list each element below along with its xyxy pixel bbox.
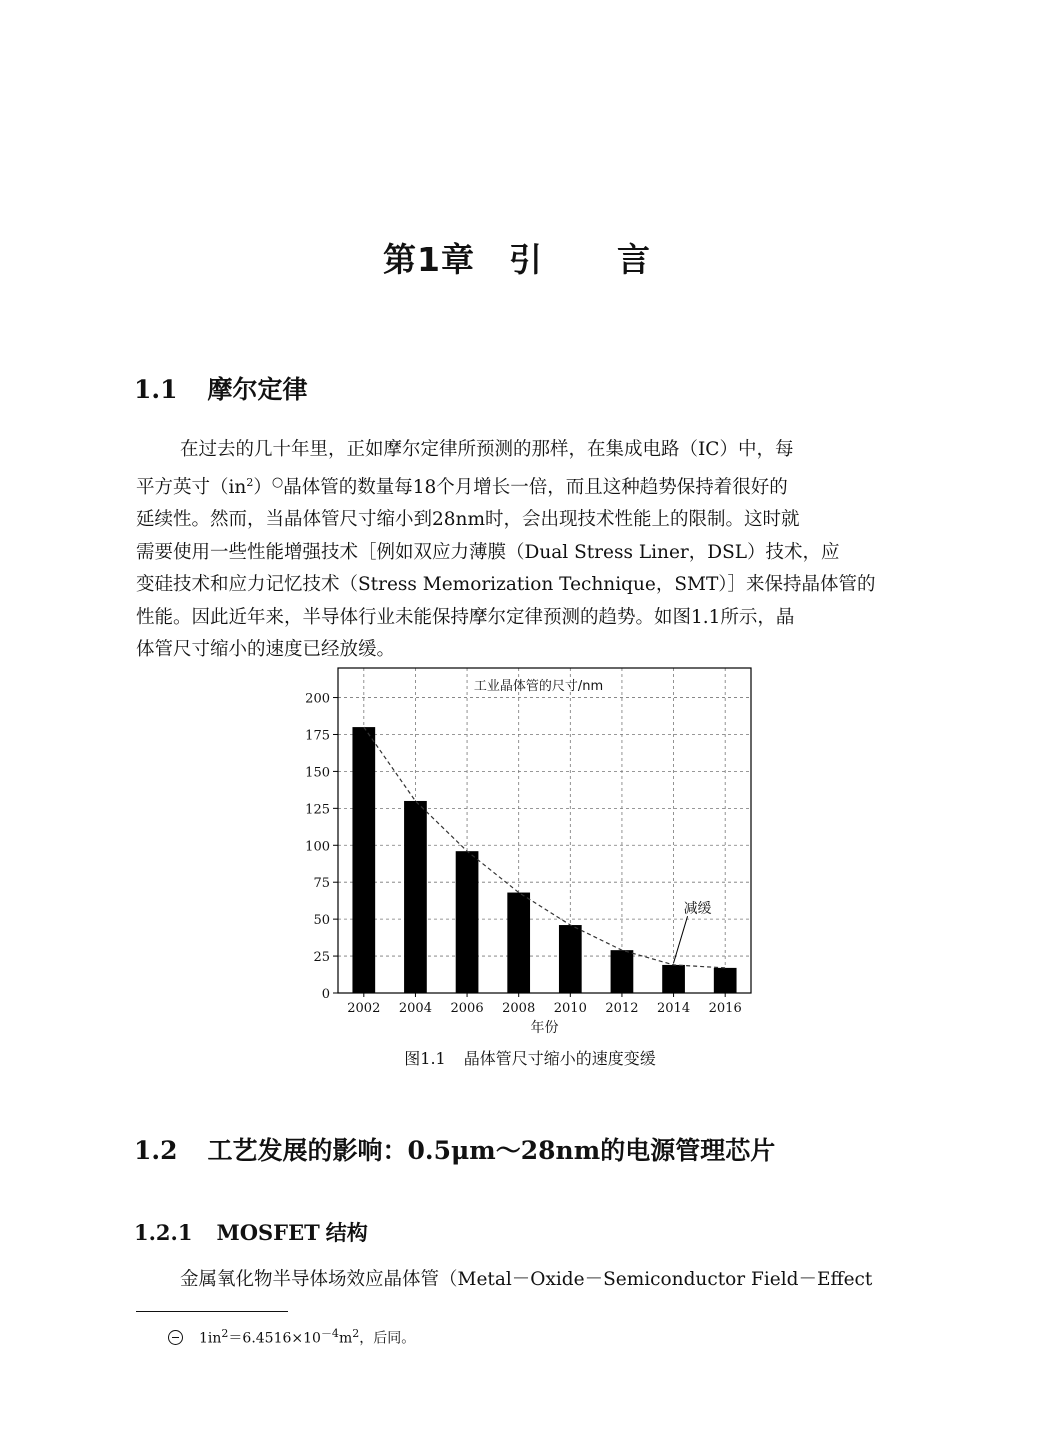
x-tick-label: 2002 [347,1001,381,1016]
y-tick-label: 75 [313,876,330,892]
chapter-title-char-1: 引 [508,240,543,279]
paragraph-line: 需要使用一些性能增强技术［例如双应力薄膜（Dual Stress Liner，DSL）技术，应 [136,541,840,563]
bar [559,925,582,993]
x-axis-label: 年份 [530,1020,559,1036]
bar [456,851,479,993]
paragraph-line: 金属氧化物半导体场效应晶体管（Metal－Oxide－Semiconductor Field－Effect [180,1269,873,1290]
x-tick-label: 2016 [708,1001,742,1016]
paragraph-line: 在过去的几十年里，正如摩尔定律所预测的那样，在集成电路（IC）中，每 [180,439,794,460]
bar-chart [296,664,766,1036]
y-tick-label: 150 [305,765,330,781]
section-heading-1-1 [134,370,308,406]
paragraph-line: 延续性。然而，当晶体管尺寸缩小到28nm时，会出现技术性能上的限制。这时就 [136,509,800,531]
x-tick-label: 2012 [605,1001,639,1016]
bar [714,968,737,993]
bar [404,801,427,993]
chapter-title-char-2: 言 [616,240,651,279]
figure-chart [296,664,766,1036]
subsection-title-part: 结构 [325,1221,368,1245]
y-tick-label: 100 [305,839,330,855]
y-tick-label: 125 [305,802,330,818]
section-heading-1-2 [134,1131,775,1167]
section-title-part: 的电源管理芯片 [600,1136,776,1165]
section-number: 1.2 [134,1136,178,1165]
x-tick-label: 2014 [657,1001,691,1016]
y-tick-label: 200 [305,691,330,707]
paragraph-line: 变硅技术和应力记忆技术（Stress Memorization Technique，SMT）］来保持晶体管的 [136,574,876,596]
bar [662,965,685,993]
annotation-label: 减缓 [683,901,712,918]
subsection-title-part: MOSFET [216,1220,320,1245]
y-tick-label: 25 [313,950,330,966]
figure-number: 图1.1 [404,1049,446,1068]
footnote-divider [136,1311,288,1312]
paragraph-mosfet [136,1264,920,1297]
chart-title: 工业晶体管的尺寸/nm [473,679,604,694]
section-title-part: 工艺发展的影响： [207,1136,408,1165]
paragraph-line: 平方英寸$(in^2)^○$晶体管的数量每18个月增长一倍，而且这种趋势保持着很好的 [136,474,788,498]
chapter-suffix: 章 [440,240,475,279]
y-tick-label: 50 [313,913,330,929]
figure-caption-text: 晶体管尺寸缩小的速度变缓 [463,1049,656,1068]
x-tick-label: 2010 [553,1001,587,1016]
footnote: $1in^2=6.4516\times 10^{-4}m^2$，后同。 [168,1325,415,1348]
figure-caption [0,1046,1060,1069]
subsection-number: 1.2.1 [134,1220,193,1245]
paragraph-line: 体管尺寸缩小的速度已经放缓。 [136,639,396,661]
bar [611,950,634,993]
bar [507,893,530,993]
chapter-number: 1 [417,240,441,279]
footnote-marker: ○ [271,474,284,490]
section-number: 1.1 [134,375,178,404]
bar [352,727,375,993]
x-tick-label: 2008 [502,1001,536,1016]
y-tick-label: 0 [321,987,330,1002]
paragraph-moore-law [136,434,920,667]
paragraph-line: 性能。因此近年来，半导体行业未能保持摩尔定律预测的趋势。如图1.1所示，晶 [136,606,795,628]
subsection-heading-1-2-1 [134,1217,368,1247]
section-title-part: 0.5μm～28nm [407,1136,601,1165]
x-tick-label: 2004 [398,1001,432,1016]
section-title: 摩尔定律 [207,375,308,404]
footnote-marker-icon [168,1330,183,1345]
chapter-title [0,234,1034,281]
x-tick-label: 2006 [450,1001,484,1016]
chapter-prefix: 第 [383,240,418,279]
plot-frame [338,668,751,993]
y-tick-label: 175 [305,728,330,744]
